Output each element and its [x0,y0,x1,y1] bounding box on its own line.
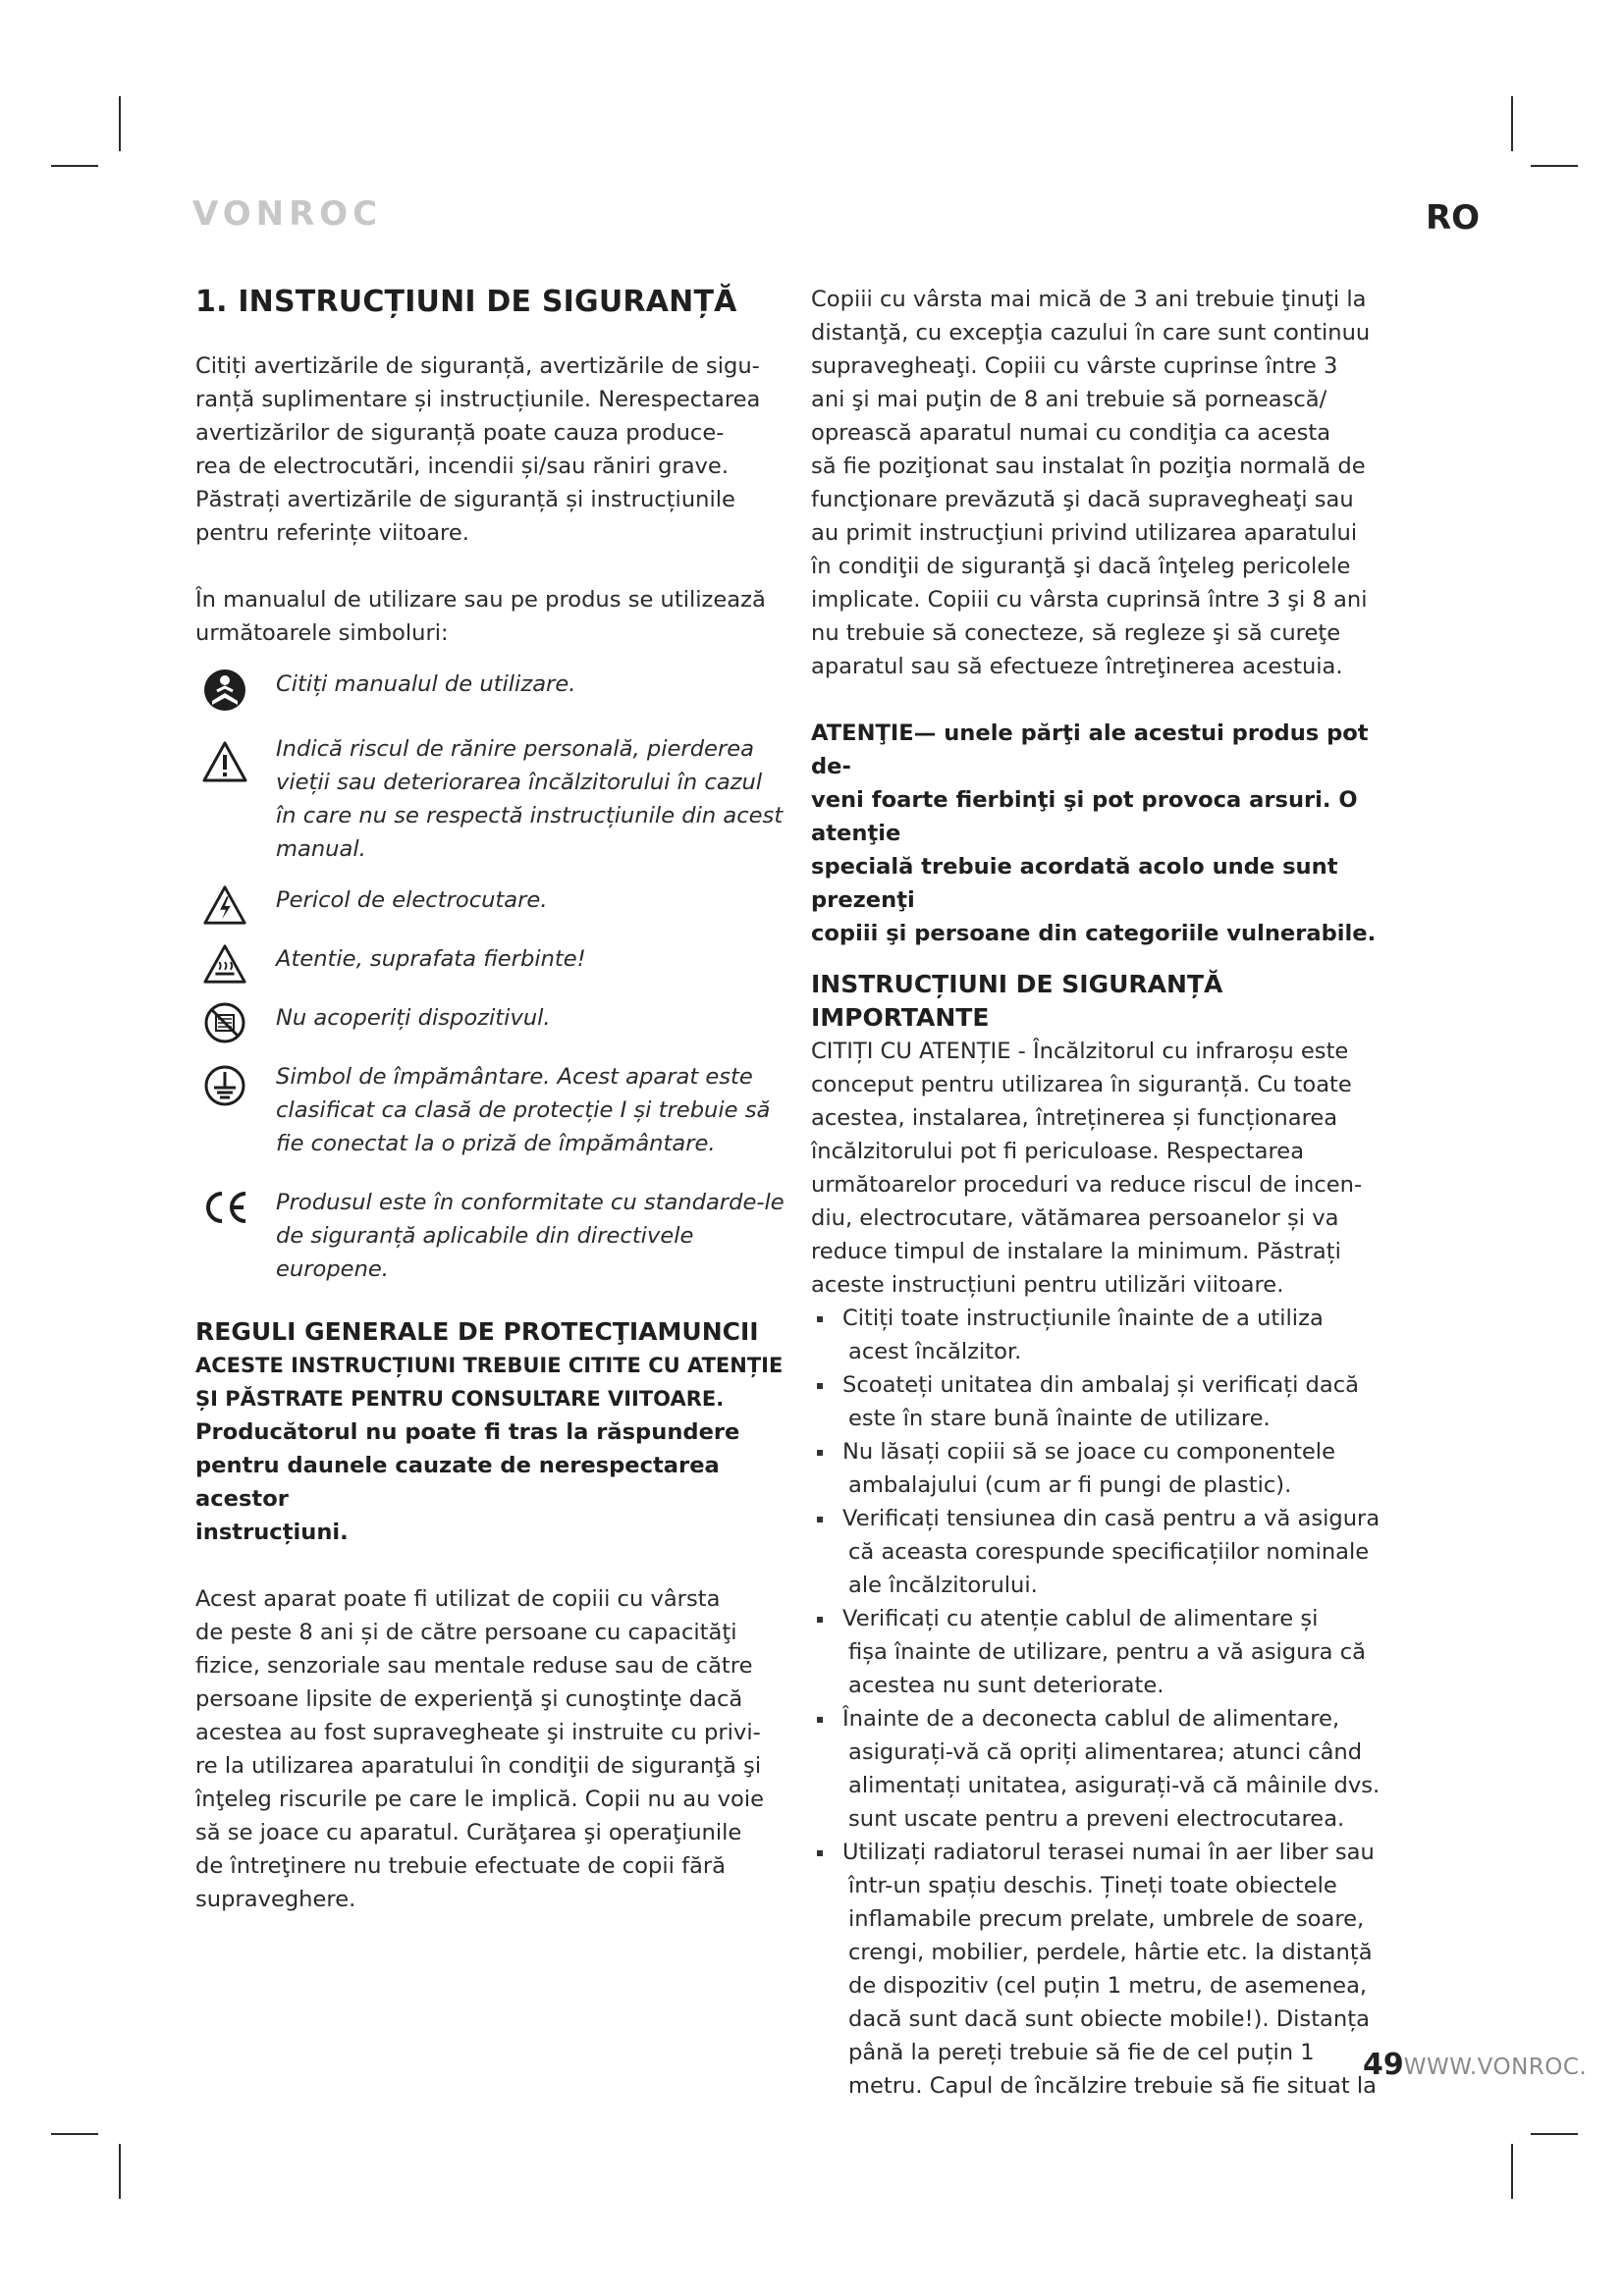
text-line: încălzitorului pot fi periculoase. Respectarea [811,1139,1305,1164]
text-line: supravegheaţi. Copiii cu vârste cuprinse între 3 [811,353,1338,379]
language-code: RO [1426,198,1481,238]
symbol-description: Produsul este în conformitate cu standarde-le de siguranță aplicabile din directivele europene. [276,1190,785,1282]
safety-bullet-list [811,1302,1400,2103]
crop-mark [51,2133,98,2135]
important-paragraph [811,1035,1400,1302]
attention-warning [811,717,1400,950]
text-line: Producătorul nu poate fi tras la răspundere [195,1419,740,1445]
text-line: acestea, instalarea, întreținerea și funcționarea [811,1105,1338,1131]
symbol-description: Simbol de împământare. Acest aparat este clasificat ca clasă de protecție I și trebuie să fie conectat la o priză de împământare. [276,1064,771,1156]
text-line: Păstrați avertizările de siguranță și instrucțiunile [195,487,735,512]
text-line: pentru referințe viitoare. [195,520,469,546]
text-line: acestea au fost supravegheate şi instruite cu privi- [195,1720,761,1745]
children-paragraph [195,1582,785,1916]
list-item: Citiți toate instrucțiunile înainte de a utiliza acest încălzitor. [811,1302,1400,1368]
brand-logo: VONROC [192,194,383,234]
symbol-description: Indică riscul de rănire personală, pierderea vieții sau deteriorarea încălzitorului în cazul în care nu se respectă instrucțiunile din acest manual. [276,736,784,862]
liability-notice [195,1415,785,1549]
text-line: instrucțiuni. [195,1520,349,1545]
symbol-row [195,1060,785,1160]
list-item: Nu lăsați copiii să se joace cu componentele ambalajului (cum ar fi pungi de plastic). [811,1435,1400,1502]
text-line: specială trebuie acordată acolo unde sunt prezenţi [811,854,1338,913]
symbol-description: Pericol de electrocutare. [276,887,548,913]
text-line: copiii şi persoane din categoriile vulnerabile. [811,921,1377,946]
text-line: ACESTE INSTRUCȚIUNI TREBUIE CITITE CU ATENȚIE [195,1354,784,1377]
page-number: 49 [1363,2048,1404,2082]
text-line: Citiți avertizările de siguranță, avertizările de sigu- [195,353,760,379]
text-line: Acest aparat poate fi utilizat de copiii cu vârsta [195,1586,721,1612]
general-rules-heading: REGULI GENERALE DE PROTECŢIAMUNCII [195,1317,759,1346]
text-line: aparatul sau să efectueze întreţinerea acestuia. [811,654,1343,679]
list-item: Utilizați radiatorul terasei numai în aer liber sau într-un spațiu deschis. Țineți toate obiectele inflamabile precum prelate, umbrele de soare, crengi, mobilier, perdele, hârtie etc. la distanță de dispozitiv (cel puțin 1 metru, de asemenea, dacă sunt dacă sunt obiecte mobile!). Distanța până la pereți trebuie să fie de cel puțin 1 metru. Capul de încălzire trebuie să fie situat la [811,1836,1400,2103]
text-line: aceste instrucțiuni pentru utilizări viitoare. [811,1272,1284,1298]
symbol-row [195,732,785,866]
list-item: Verificați cu atenție cablul de alimentare și fișa înainte de utilizare, pentru a vă asigura că acestea nu sunt deteriorate. [811,1602,1400,1702]
crop-mark [1511,96,1513,151]
text-line: ATENŢIE— unele părţi ale acestui produs pot de- [811,721,1369,779]
text-line: să se joace cu aparatul. Curăţarea şi operaţiunile [195,1820,742,1845]
text-line: conceput pentru utilizarea în siguranță. Cu toate [811,1072,1352,1097]
general-rules-caps [195,1349,785,1415]
text-line: CITIȚI CU ATENȚIE - Încălzitorul cu infraroșu este [811,1039,1349,1064]
text-line: avertizărilor de siguranță poate cauza produce- [195,420,725,446]
electric-shock-icon [195,883,254,927]
text-line: în condiţii de siguranţă şi dacă înţeleg pericolele [811,554,1351,579]
symbol-row [195,883,785,927]
symbol-row [195,1001,785,1044]
text-line: de peste 8 ani și de către persoane cu capacităţi [195,1620,737,1645]
text-line: veni foarte fierbinţi şi pot provoca arsuri. O atenţie [811,787,1358,846]
text-line: În manualul de utilizare sau pe produs se utilizează [195,587,766,613]
hot-surface-icon [195,942,254,986]
text-line: nu trebuie să conecteze, să regleze şi să cureţe [811,620,1341,646]
text-line: persoane lipsite de experienţă şi cunoştinţe dacă [195,1686,743,1712]
warning-exclamation-icon [195,732,254,783]
crop-mark [1531,165,1578,167]
text-line: ani şi mai puţin de 8 ani trebuie să pornească/ [811,387,1327,412]
read-manual-icon [195,667,254,713]
do-not-cover-icon [195,1001,254,1044]
text-line: au primit instrucţiuni privind utilizarea aparatului [811,520,1358,546]
crop-mark [1531,2133,1578,2135]
important-instructions-heading: INSTRUCȚIUNI DE SIGURANȚĂ IMPORTANTE [811,970,1223,1032]
text-line: funcţionare prevăzută şi dacă supravegheaţi sau [811,487,1354,512]
left-column [195,283,785,1916]
text-line: implicate. Copiii cu vârsta cuprinsă între 3 şi 8 ani [811,587,1368,613]
list-item: Înainte de a deconecta cablul de alimentare, asigurați-vă că opriți alimentarea; atunci când alimentați unitatea, asigurați-vă că mâinile dvs. sunt uscate pentru a preveni electrocutarea. [811,1702,1400,1836]
crop-mark [1511,2144,1513,2199]
list-item: Verificați tensiunea din casă pentru a vă asigura că aceasta corespunde specificațiilor nominale ale încălzitorului. [811,1502,1400,1602]
text-line: următoarelor proceduri va reduce riscul de incen- [811,1172,1363,1198]
text-line: să fie poziţionat sau instalat în poziţia normală de [811,454,1366,479]
text-line: Copiii cu vârsta mai mică de 3 ani trebuie ţinuţi la [811,287,1367,312]
text-line: reduce timpul de instalare la minimum. Păstrați [811,1239,1341,1264]
text-line: rea de electrocutări, incendii și/sau răniri grave. [195,454,729,479]
symbol-description: Atentie, suprafata fierbinte! [276,946,586,972]
intro-paragraph [195,349,785,550]
crop-mark [119,96,121,151]
crop-mark [119,2144,121,2199]
text-line: de întreţinere nu trebuie efectuate de copii fără [195,1853,727,1879]
page-footer [1363,2048,1587,2082]
text-line: pentru daunele cauzate de nerespectarea acestor [195,1453,720,1512]
text-line: re la utilizarea aparatului în condiţii de siguranţă şi [195,1753,762,1779]
ce-mark-icon [195,1186,254,1225]
children-paragraph-continued [811,283,1400,683]
text-line: supraveghere. [195,1887,356,1912]
list-item: Scoateți unitatea din ambalaj și verificați dacă este în stare bună înainte de utilizare. [811,1368,1400,1435]
symbol-row [195,1186,785,1286]
text-line: diu, electrocutare, vătămarea persoanelor și va [811,1205,1339,1231]
symbol-row [195,667,785,713]
text-line: următoarele simboluri: [195,620,449,646]
text-line: înţeleg riscurile pe care le implică. Copii nu au voie [195,1787,765,1812]
text-line: fizice, senzoriale sau mentale reduse sau de către [195,1653,753,1679]
earth-ground-icon [195,1060,254,1107]
text-line: ranță suplimentare și instrucțiunile. Nerespectarea [195,387,761,412]
symbol-description: Citiți manualul de utilizare. [276,671,576,697]
symbols-intro [195,583,785,650]
symbol-row [195,942,785,986]
symbol-description: Nu acoperiți dispozitivul. [276,1005,551,1031]
crop-mark [51,165,98,167]
right-column [811,283,1400,2103]
section-title: 1. INSTRUCȚIUNI DE SIGURANȚĂ [195,285,737,319]
text-line: distanţă, cu excepţia cazului în care sunt continuu [811,320,1371,346]
text-line: oprească aparatul numai cu condiţia ca acesta [811,420,1331,446]
text-line: ȘI PĂSTRATE PENTRU CONSULTARE VIITOARE. [195,1387,725,1411]
website-link[interactable]: WWW.VONROC. [1403,2055,1588,2080]
